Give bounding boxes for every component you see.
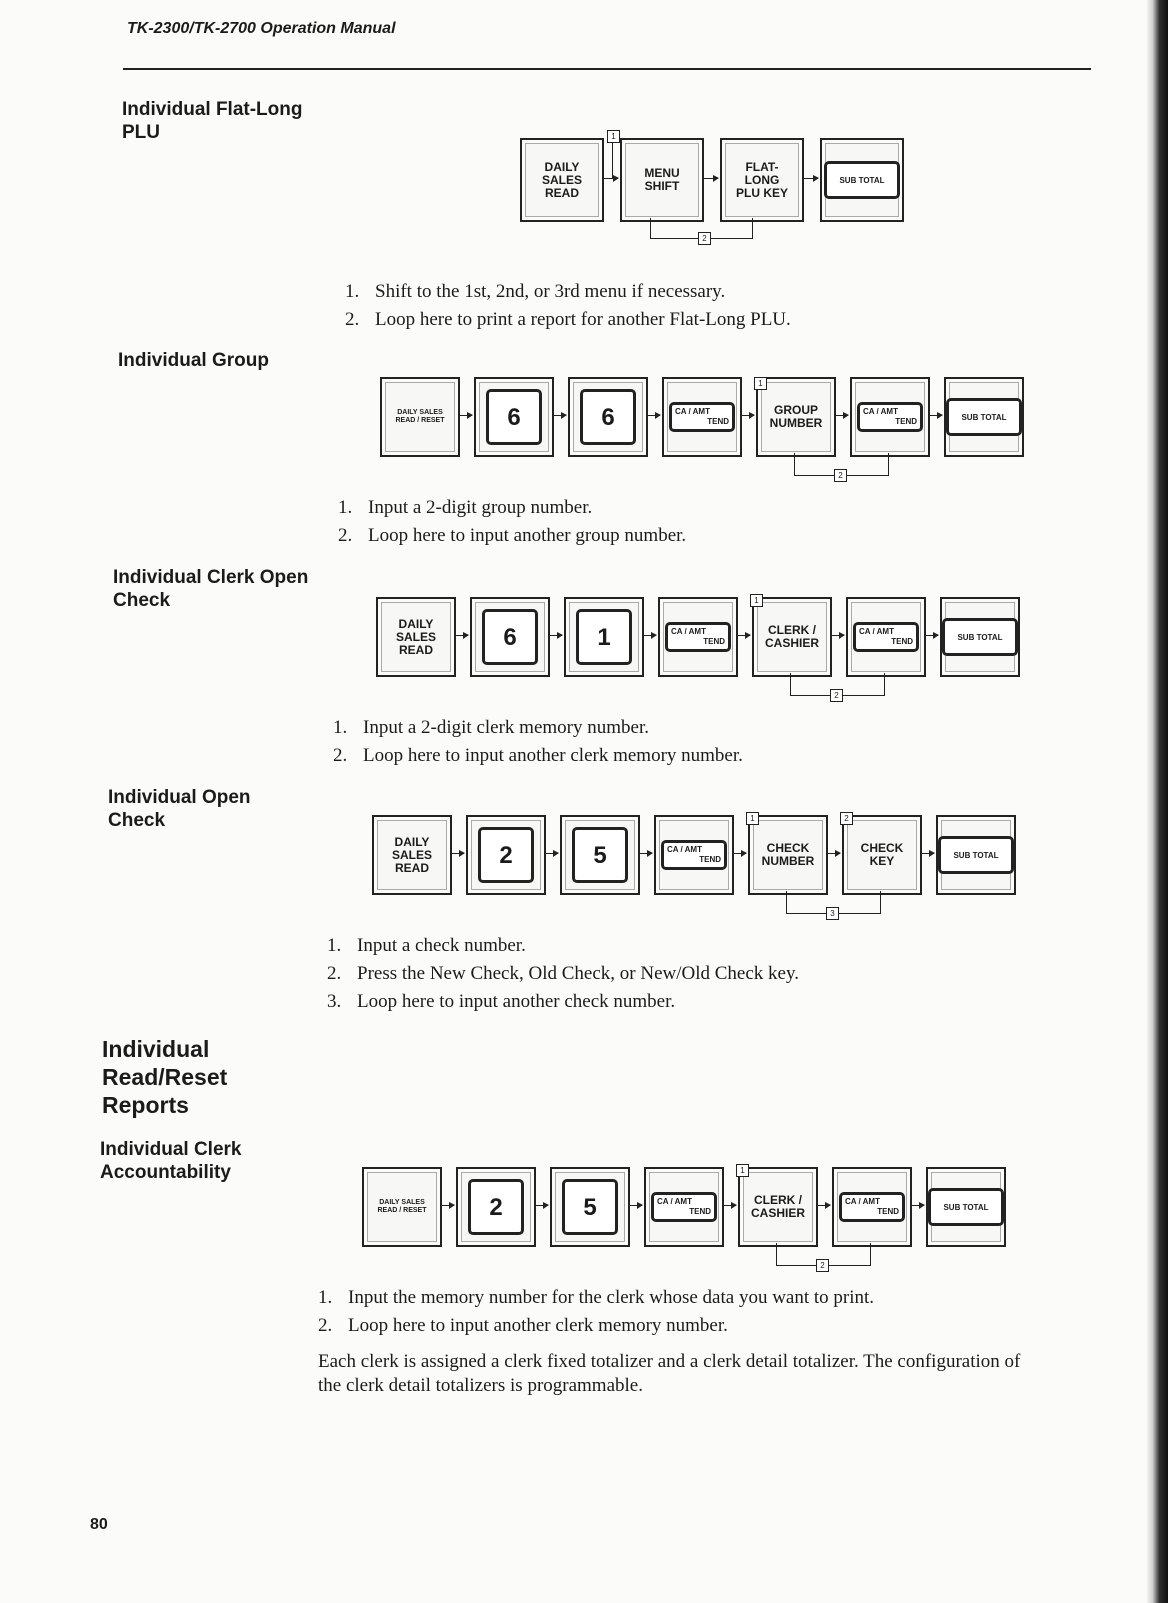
- key-cap: SUB TOTAL: [946, 398, 1022, 436]
- key-cap: [669, 402, 735, 432]
- arrow: [826, 853, 840, 854]
- arrow: [740, 415, 754, 416]
- section-title-open-check: [108, 786, 251, 832]
- daily-sales-read-key: DAILY SALES READ: [372, 815, 452, 895]
- note-number: 1.: [318, 1287, 333, 1308]
- ca-amt-tend-key: [832, 1167, 912, 1247]
- key-cap: [651, 1192, 717, 1222]
- key-label: CA / AMT: [845, 1197, 880, 1206]
- digit-key-5: [560, 815, 640, 895]
- clerk-cashier-key: CLERK / CASHIER: [752, 597, 832, 677]
- key-label: TEND: [703, 637, 725, 646]
- sub-total-key: [820, 138, 904, 222]
- key-cap: 6: [486, 389, 542, 445]
- arrow: [646, 415, 660, 416]
- key-cap: 1: [576, 609, 632, 665]
- key-label: TEND: [707, 417, 729, 426]
- marker-2: 2: [840, 812, 853, 825]
- marker-2: 2: [834, 469, 847, 482]
- title-line: Individual Open: [108, 787, 251, 808]
- arrow: [910, 1205, 924, 1206]
- arrow: [458, 415, 472, 416]
- digit-key-2: [456, 1167, 536, 1247]
- note-number: 3.: [327, 991, 342, 1012]
- note-item: [338, 522, 686, 550]
- notes-clerk-open-check: [333, 714, 743, 770]
- sub-total-key: [926, 1167, 1006, 1247]
- section-title-clerk-open-check: [113, 566, 308, 612]
- notes-clerk-accountability: [318, 1284, 874, 1340]
- key-label: TEND: [895, 417, 917, 426]
- note-item: [338, 494, 686, 522]
- note-text: Loop here to input another clerk memory number.: [363, 745, 743, 766]
- title-line: Check: [113, 590, 171, 611]
- page-edge-shadow: [1146, 0, 1168, 1603]
- notes-open-check: [327, 932, 799, 1016]
- key-label: CA / AMT: [863, 407, 898, 416]
- key-label: TEND: [877, 1207, 899, 1216]
- notes-individual-group: [338, 494, 686, 550]
- note-text: Loop here to input another clerk memory number.: [348, 1315, 728, 1336]
- section-title-flat-long-plu: [122, 98, 302, 144]
- note-text: Input a 2-digit clerk memory number.: [363, 717, 649, 738]
- note-number: 2.: [318, 1315, 333, 1336]
- note-text: Input the memory number for the clerk whose data you want to print.: [348, 1287, 875, 1308]
- key-label: CA / AMT: [671, 627, 706, 636]
- arrow: [450, 853, 464, 854]
- arrow: [628, 1205, 642, 1206]
- key-label: TEND: [699, 855, 721, 864]
- digit-key-1: [564, 597, 644, 677]
- daily-sales-read-key: DAILY SALES READ: [376, 597, 456, 677]
- clerk-cashier-key: CLERK / CASHIER: [738, 1167, 818, 1247]
- arrow: [816, 1205, 830, 1206]
- marker-2: 2: [816, 1259, 829, 1272]
- note-item: [318, 1312, 874, 1340]
- key-sequence-clerk-accountability: [362, 1162, 1022, 1282]
- note-item: [345, 306, 791, 334]
- ca-amt-tend-key: [654, 815, 734, 895]
- loop-line: [870, 1243, 871, 1265]
- arrow: [638, 853, 652, 854]
- marker-1: 1: [750, 594, 763, 607]
- ca-amt-tend-key: [662, 377, 742, 457]
- note-text: Input a check number.: [357, 935, 526, 956]
- key-cap: [839, 1192, 905, 1222]
- key-label: DAILY SALES READ / RESET: [377, 1199, 427, 1214]
- key-cap: [857, 402, 923, 432]
- note-text: Loop here to print a report for another Flat-Long PLU.: [375, 309, 791, 330]
- notes-flat-long-plu: [345, 278, 791, 334]
- check-number-key: CHECK NUMBER: [748, 815, 828, 895]
- title-line: Check: [108, 810, 166, 831]
- flat-long-plu-key: FLAT- LONG PLU KEY: [720, 138, 804, 222]
- note-number: 2.: [338, 525, 353, 546]
- loop-line: [880, 891, 881, 913]
- note-text: Shift to the 1st, 2nd, or 3rd menu if necessary.: [375, 281, 726, 302]
- page-number: 80: [90, 1516, 108, 1533]
- arrow: [732, 853, 746, 854]
- key-label: CA / AMT: [675, 407, 710, 416]
- arrow: [602, 178, 618, 179]
- key-cap: 6: [482, 609, 538, 665]
- marker-2: 2: [698, 232, 711, 245]
- sub-total-key: [944, 377, 1024, 457]
- marker-1: 1: [736, 1164, 749, 1177]
- note-item: [327, 960, 799, 988]
- loop-line: [650, 218, 651, 238]
- note-text: Loop here to input another check number.: [357, 991, 676, 1012]
- marker-1: 1: [746, 812, 759, 825]
- loop-line: [888, 453, 889, 475]
- sub-total-key: [940, 597, 1020, 677]
- digit-key-6: [470, 597, 550, 677]
- digit-key-6: [568, 377, 648, 457]
- marker-2: 2: [830, 689, 843, 702]
- note-text: Press the New Check, Old Check, or New/Old Check key.: [357, 963, 800, 984]
- arrow: [722, 1205, 736, 1206]
- arrow: [928, 415, 942, 416]
- title-line: Individual Clerk: [100, 1139, 242, 1160]
- loop-line: [752, 218, 753, 238]
- section-title-read-reset-reports: [102, 1035, 227, 1119]
- note-item: [345, 278, 791, 306]
- key-cap: SUB TOTAL: [824, 161, 900, 199]
- note-number: 1.: [327, 935, 342, 956]
- daily-sales-read-reset-key: [380, 377, 460, 457]
- key-label: TEND: [891, 637, 913, 646]
- ca-amt-tend-key: [846, 597, 926, 677]
- key-label: CA / AMT: [657, 1197, 692, 1206]
- arrow: [548, 635, 562, 636]
- arrow: [544, 853, 558, 854]
- header-rule: [123, 68, 1091, 70]
- key-cap: [853, 622, 919, 652]
- key-sequence-individual-group: [380, 372, 1040, 492]
- key-cap: 2: [468, 1179, 524, 1235]
- arrow: [534, 1205, 548, 1206]
- title-line: Accountability: [100, 1162, 231, 1183]
- note-item: [327, 932, 799, 960]
- manual-header-title: TK-2300/TK-2700 Operation Manual: [127, 20, 396, 37]
- key-cap: SUB TOTAL: [928, 1188, 1004, 1226]
- note-item: [333, 742, 743, 770]
- marker-1: 1: [607, 130, 620, 143]
- loop-line: [776, 1243, 777, 1265]
- key-label: CA / AMT: [667, 845, 702, 854]
- note-number: 2.: [345, 309, 360, 330]
- note-text: Input a 2-digit group number.: [368, 497, 593, 518]
- note-item: [318, 1284, 874, 1312]
- digit-key-5: [550, 1167, 630, 1247]
- daily-sales-read-reset-key: [362, 1167, 442, 1247]
- ca-amt-tend-key: [850, 377, 930, 457]
- key-cap: [661, 840, 727, 870]
- marker-1: 1: [754, 377, 767, 390]
- daily-sales-read-key: DAILY SALES READ: [520, 138, 604, 222]
- arrow: [736, 635, 750, 636]
- ca-amt-tend-key: [644, 1167, 724, 1247]
- key-sequence-clerk-open-check: [376, 592, 1036, 712]
- group-number-key: GROUP NUMBER: [756, 377, 836, 457]
- title-line: Read/Reset: [102, 1064, 228, 1090]
- arrow: [440, 1205, 454, 1206]
- arrow: [552, 415, 566, 416]
- key-cap: SUB TOTAL: [942, 618, 1018, 656]
- sub-total-key: [936, 815, 1016, 895]
- marker-3: 3: [826, 907, 839, 920]
- title-line: Reports: [102, 1092, 189, 1118]
- ca-amt-tend-key: [658, 597, 738, 677]
- note-item: [327, 988, 799, 1016]
- title-line: PLU: [122, 122, 160, 143]
- loop-line: [790, 673, 791, 695]
- key-cap: SUB TOTAL: [938, 836, 1014, 874]
- note-text: Loop here to input another group number.: [368, 525, 687, 546]
- loop-line: [786, 891, 787, 913]
- key-cap: 5: [562, 1179, 618, 1235]
- key-label: TEND: [689, 1207, 711, 1216]
- title-line: Individual: [102, 1036, 210, 1062]
- key-cap: 2: [478, 827, 534, 883]
- arrow: [830, 635, 844, 636]
- check-key: CHECK KEY: [842, 815, 922, 895]
- key-sequence-open-check: [372, 810, 1032, 930]
- arrow: [834, 415, 848, 416]
- title-line: Individual Clerk Open: [113, 567, 309, 588]
- key-cap: 5: [572, 827, 628, 883]
- key-label: CA / AMT: [859, 627, 894, 636]
- menu-shift-key: MENU SHIFT: [620, 138, 704, 222]
- arrow: [642, 635, 656, 636]
- note-number: 1.: [333, 717, 348, 738]
- key-sequence-flat-long-plu: [520, 130, 920, 250]
- section-title-individual-group: Individual Group: [118, 350, 269, 371]
- section-title-clerk-accountability: [100, 1138, 241, 1184]
- arrow: [924, 635, 938, 636]
- key-cap: [665, 622, 731, 652]
- digit-key-6: [474, 377, 554, 457]
- note-item: [333, 714, 743, 742]
- note-number: 1.: [345, 281, 360, 302]
- loop-line: [884, 673, 885, 695]
- arrow: [454, 635, 468, 636]
- clerk-totalizer-paragraph: Each clerk is assigned a clerk fixed totalizer and a clerk detail totalizer. The configuration of the clerk detail totalizers is programmable.: [318, 1351, 1021, 1396]
- loop-line: [794, 453, 795, 475]
- arrow: [920, 853, 934, 854]
- key-cap: 6: [580, 389, 636, 445]
- key-label: DAILY SALES READ / RESET: [395, 409, 445, 424]
- arrow: [702, 178, 718, 179]
- digit-key-2: [466, 815, 546, 895]
- note-number: 2.: [327, 963, 342, 984]
- title-line: Individual Flat-Long: [122, 99, 303, 120]
- note-number: 2.: [333, 745, 348, 766]
- arrow: [802, 178, 818, 179]
- note-number: 1.: [338, 497, 353, 518]
